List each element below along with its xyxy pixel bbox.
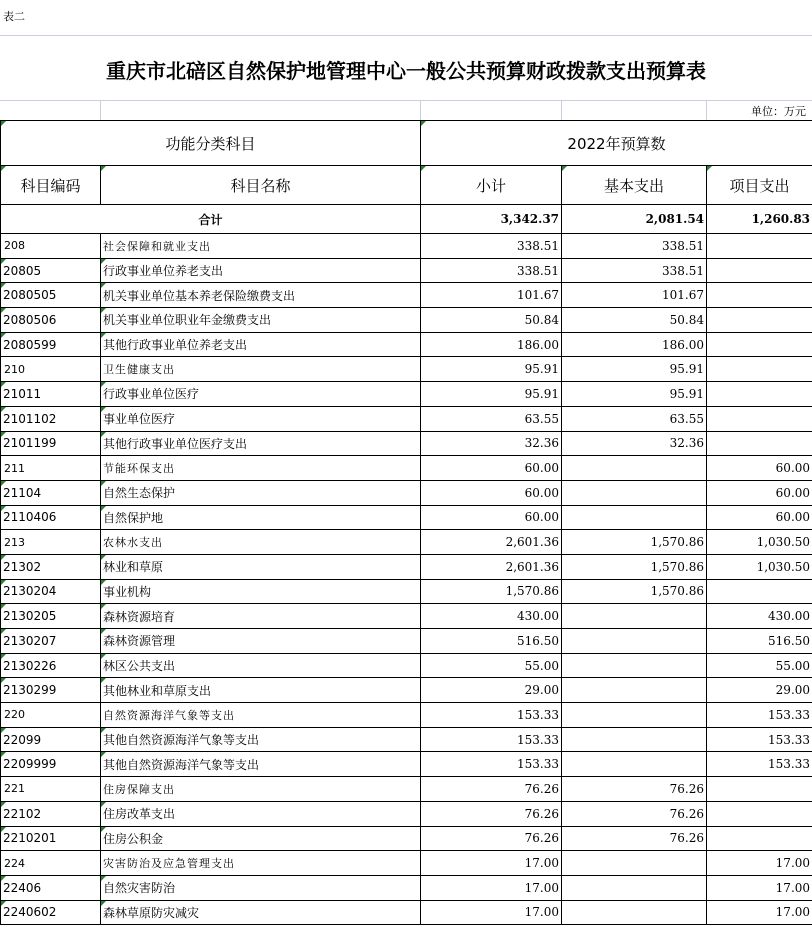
row-project bbox=[707, 431, 812, 456]
row-code: 2080506 bbox=[1, 308, 101, 333]
row-subtotal: 153.33 bbox=[421, 752, 562, 777]
table-row bbox=[1, 604, 812, 629]
row-basic bbox=[562, 480, 707, 505]
table-row bbox=[1, 382, 812, 407]
table-row bbox=[1, 777, 812, 802]
row-project bbox=[707, 332, 812, 357]
row-name: 行政事业单位医疗 bbox=[101, 382, 421, 407]
header-row-group bbox=[1, 121, 812, 166]
row-code: 2130205 bbox=[1, 604, 101, 629]
row-name: 林业和草原 bbox=[101, 554, 421, 579]
row-subtotal: 55.00 bbox=[421, 653, 562, 678]
row-project bbox=[707, 308, 812, 333]
row-project: 153.33 bbox=[707, 752, 812, 777]
row-code: 220 bbox=[1, 703, 101, 728]
row-code: 2101102 bbox=[1, 406, 101, 431]
row-project: 1,030.50 bbox=[707, 530, 812, 555]
table-row bbox=[1, 703, 812, 728]
row-project: 17.00 bbox=[707, 900, 812, 925]
row-project bbox=[707, 382, 812, 407]
row-subtotal: 101.67 bbox=[421, 283, 562, 308]
row-code: 213 bbox=[1, 530, 101, 555]
row-name: 其他行政事业单位医疗支出 bbox=[101, 431, 421, 456]
grid-line bbox=[706, 100, 707, 120]
row-subtotal: 29.00 bbox=[421, 678, 562, 703]
table-row bbox=[1, 431, 812, 456]
table-row bbox=[1, 752, 812, 777]
row-project: 17.00 bbox=[707, 875, 812, 900]
row-subtotal: 76.26 bbox=[421, 777, 562, 802]
row-name: 卫生健康支出 bbox=[101, 357, 421, 382]
row-code: 2110406 bbox=[1, 505, 101, 530]
row-project bbox=[707, 826, 812, 851]
table-row bbox=[1, 801, 812, 826]
table-row bbox=[1, 308, 812, 333]
row-name: 森林资源管理 bbox=[101, 629, 421, 654]
row-project: 55.00 bbox=[707, 653, 812, 678]
row-subtotal: 95.91 bbox=[421, 357, 562, 382]
row-basic: 63.55 bbox=[562, 406, 707, 431]
row-code: 20805 bbox=[1, 258, 101, 283]
row-basic bbox=[562, 456, 707, 481]
row-basic: 76.26 bbox=[562, 826, 707, 851]
row-name: 自然资源海洋气象等支出 bbox=[101, 703, 421, 728]
table-row bbox=[1, 629, 812, 654]
row-basic: 95.91 bbox=[562, 382, 707, 407]
table-row bbox=[1, 258, 812, 283]
row-name: 住房保障支出 bbox=[101, 777, 421, 802]
grid-line bbox=[100, 100, 101, 120]
row-project bbox=[707, 258, 812, 283]
row-basic: 76.26 bbox=[562, 777, 707, 802]
row-code: 211 bbox=[1, 456, 101, 481]
row-name: 节能环保支出 bbox=[101, 456, 421, 481]
row-subtotal: 17.00 bbox=[421, 851, 562, 876]
row-project: 153.33 bbox=[707, 727, 812, 752]
row-code: 2209999 bbox=[1, 752, 101, 777]
row-basic: 186.00 bbox=[562, 332, 707, 357]
row-subtotal: 95.91 bbox=[421, 382, 562, 407]
row-code: 21302 bbox=[1, 554, 101, 579]
row-code: 210 bbox=[1, 357, 101, 382]
unit-row bbox=[0, 100, 812, 120]
row-name: 社会保障和就业支出 bbox=[101, 234, 421, 259]
grid-line bbox=[561, 100, 562, 120]
budget-table bbox=[0, 120, 812, 925]
table-row bbox=[1, 406, 812, 431]
row-basic bbox=[562, 703, 707, 728]
row-basic: 95.91 bbox=[562, 357, 707, 382]
row-code: 221 bbox=[1, 777, 101, 802]
row-name: 其他自然资源海洋气象等支出 bbox=[101, 727, 421, 752]
table-row bbox=[1, 283, 812, 308]
row-basic: 1,570.86 bbox=[562, 579, 707, 604]
row-subtotal: 32.36 bbox=[421, 431, 562, 456]
row-basic bbox=[562, 752, 707, 777]
column-header-subtotal: 小计 bbox=[421, 166, 562, 205]
row-basic bbox=[562, 604, 707, 629]
row-project bbox=[707, 777, 812, 802]
row-name: 其他行政事业单位养老支出 bbox=[101, 332, 421, 357]
row-code: 22102 bbox=[1, 801, 101, 826]
table-row bbox=[1, 900, 812, 925]
row-project: 153.33 bbox=[707, 703, 812, 728]
row-name: 其他林业和草原支出 bbox=[101, 678, 421, 703]
row-subtotal: 60.00 bbox=[421, 505, 562, 530]
row-name: 事业机构 bbox=[101, 579, 421, 604]
row-subtotal: 76.26 bbox=[421, 801, 562, 826]
row-project: 60.00 bbox=[707, 456, 812, 481]
row-basic: 1,570.86 bbox=[562, 530, 707, 555]
total-subtotal: 3,342.37 bbox=[421, 205, 562, 234]
row-code: 21011 bbox=[1, 382, 101, 407]
table-row bbox=[1, 851, 812, 876]
total-project: 1,260.83 bbox=[707, 205, 812, 234]
row-subtotal: 2,601.36 bbox=[421, 530, 562, 555]
row-basic: 32.36 bbox=[562, 431, 707, 456]
row-code: 2130226 bbox=[1, 653, 101, 678]
row-basic: 76.26 bbox=[562, 801, 707, 826]
row-subtotal: 430.00 bbox=[421, 604, 562, 629]
sheet-header bbox=[0, 0, 812, 101]
row-subtotal: 1,570.86 bbox=[421, 579, 562, 604]
row-basic: 1,570.86 bbox=[562, 554, 707, 579]
row-name: 住房公积金 bbox=[101, 826, 421, 851]
total-row bbox=[1, 205, 812, 234]
row-project: 516.50 bbox=[707, 629, 812, 654]
table-number-label: 表二 bbox=[3, 10, 25, 23]
column-group-budget-2022: 2022年预算数 bbox=[421, 121, 812, 166]
row-name: 森林资源培育 bbox=[101, 604, 421, 629]
total-label: 合计 bbox=[1, 205, 421, 234]
row-code: 2101199 bbox=[1, 431, 101, 456]
row-subtotal: 186.00 bbox=[421, 332, 562, 357]
row-basic: 50.84 bbox=[562, 308, 707, 333]
row-project: 29.00 bbox=[707, 678, 812, 703]
row-basic bbox=[562, 505, 707, 530]
row-code: 2130207 bbox=[1, 629, 101, 654]
page-title: 重庆市北碚区自然保护地管理中心一般公共预算财政拨款支出预算表 bbox=[106, 59, 706, 83]
row-code: 22099 bbox=[1, 727, 101, 752]
row-subtotal: 516.50 bbox=[421, 629, 562, 654]
table-row bbox=[1, 357, 812, 382]
row-subtotal: 60.00 bbox=[421, 480, 562, 505]
table-row bbox=[1, 727, 812, 752]
grid-line bbox=[0, 35, 812, 36]
header-row-columns bbox=[1, 166, 812, 205]
row-basic bbox=[562, 875, 707, 900]
row-project bbox=[707, 283, 812, 308]
row-project: 60.00 bbox=[707, 505, 812, 530]
row-project bbox=[707, 406, 812, 431]
table-row bbox=[1, 678, 812, 703]
column-header-basic: 基本支出 bbox=[562, 166, 707, 205]
table-row bbox=[1, 456, 812, 481]
row-project bbox=[707, 801, 812, 826]
row-code: 2130204 bbox=[1, 579, 101, 604]
row-name: 林区公共支出 bbox=[101, 653, 421, 678]
row-basic: 338.51 bbox=[562, 258, 707, 283]
unit-label: 单位：万元 bbox=[751, 105, 806, 118]
row-basic bbox=[562, 900, 707, 925]
row-name: 行政事业单位养老支出 bbox=[101, 258, 421, 283]
row-code: 2080505 bbox=[1, 283, 101, 308]
table-row bbox=[1, 554, 812, 579]
row-basic bbox=[562, 629, 707, 654]
row-name: 其他自然资源海洋气象等支出 bbox=[101, 752, 421, 777]
row-name: 事业单位医疗 bbox=[101, 406, 421, 431]
table-row bbox=[1, 875, 812, 900]
row-code: 21104 bbox=[1, 480, 101, 505]
row-subtotal: 338.51 bbox=[421, 234, 562, 259]
row-name: 农林水支出 bbox=[101, 530, 421, 555]
row-name: 灾害防治及应急管理支出 bbox=[101, 851, 421, 876]
row-code: 2080599 bbox=[1, 332, 101, 357]
row-subtotal: 2,601.36 bbox=[421, 554, 562, 579]
row-project: 60.00 bbox=[707, 480, 812, 505]
row-subtotal: 60.00 bbox=[421, 456, 562, 481]
row-project: 17.00 bbox=[707, 851, 812, 876]
table-row bbox=[1, 505, 812, 530]
row-name: 住房改革支出 bbox=[101, 801, 421, 826]
row-name: 机关事业单位职业年金缴费支出 bbox=[101, 308, 421, 333]
grid-line bbox=[420, 100, 421, 120]
row-subtotal: 76.26 bbox=[421, 826, 562, 851]
row-code: 22406 bbox=[1, 875, 101, 900]
row-basic: 101.67 bbox=[562, 283, 707, 308]
column-header-name: 科目名称 bbox=[101, 166, 421, 205]
row-project bbox=[707, 357, 812, 382]
table-row bbox=[1, 530, 812, 555]
row-basic bbox=[562, 678, 707, 703]
row-project bbox=[707, 579, 812, 604]
row-project: 430.00 bbox=[707, 604, 812, 629]
row-project bbox=[707, 234, 812, 259]
row-code: 2210201 bbox=[1, 826, 101, 851]
table-row bbox=[1, 579, 812, 604]
row-name: 自然灾害防治 bbox=[101, 875, 421, 900]
row-project: 1,030.50 bbox=[707, 554, 812, 579]
row-name: 自然生态保护 bbox=[101, 480, 421, 505]
row-subtotal: 338.51 bbox=[421, 258, 562, 283]
row-subtotal: 153.33 bbox=[421, 727, 562, 752]
table-row bbox=[1, 653, 812, 678]
row-code: 2240602 bbox=[1, 900, 101, 925]
row-subtotal: 50.84 bbox=[421, 308, 562, 333]
row-subtotal: 17.00 bbox=[421, 875, 562, 900]
row-name: 自然保护地 bbox=[101, 505, 421, 530]
row-subtotal: 63.55 bbox=[421, 406, 562, 431]
table-row bbox=[1, 332, 812, 357]
row-basic: 338.51 bbox=[562, 234, 707, 259]
column-group-functional-classification: 功能分类科目 bbox=[1, 121, 421, 166]
table-row bbox=[1, 826, 812, 851]
row-basic bbox=[562, 727, 707, 752]
row-subtotal: 17.00 bbox=[421, 900, 562, 925]
row-code: 224 bbox=[1, 851, 101, 876]
column-header-code: 科目编码 bbox=[1, 166, 101, 205]
row-basic bbox=[562, 851, 707, 876]
table-row bbox=[1, 480, 812, 505]
row-name: 森林草原防灾减灾 bbox=[101, 900, 421, 925]
column-header-project: 项目支出 bbox=[707, 166, 812, 205]
row-code: 2130299 bbox=[1, 678, 101, 703]
row-subtotal: 153.33 bbox=[421, 703, 562, 728]
total-basic: 2,081.54 bbox=[562, 205, 707, 234]
row-code: 208 bbox=[1, 234, 101, 259]
row-basic bbox=[562, 653, 707, 678]
row-name: 机关事业单位基本养老保险缴费支出 bbox=[101, 283, 421, 308]
table-row bbox=[1, 234, 812, 259]
